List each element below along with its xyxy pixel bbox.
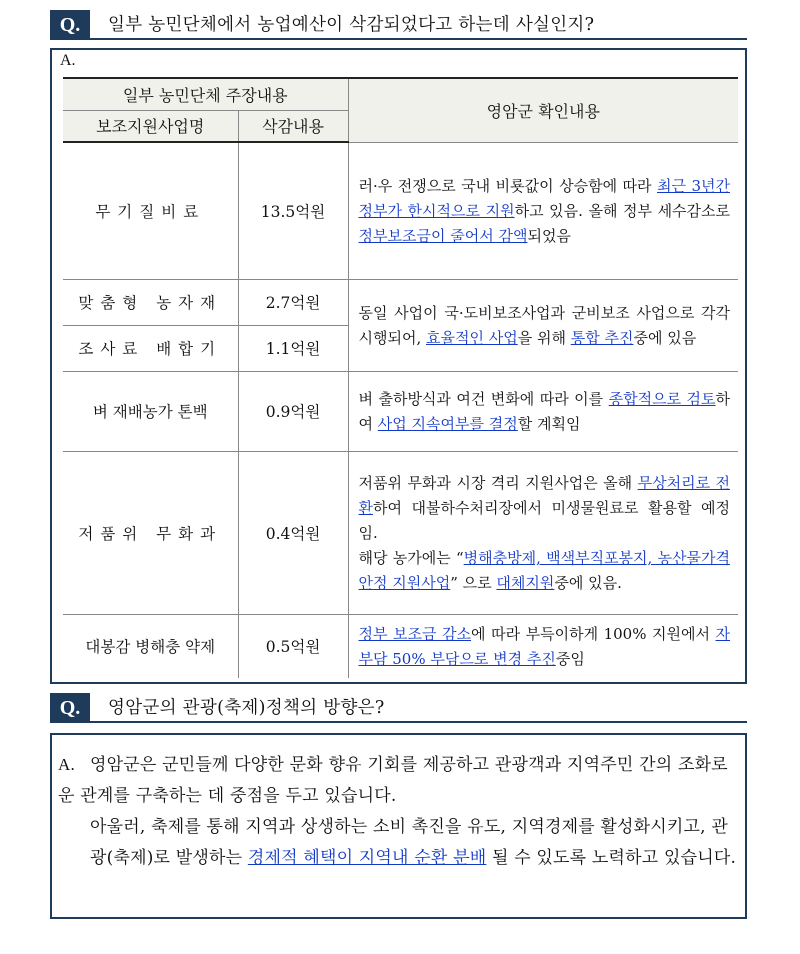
highlight-text: 정부보조금이 줄어서 감액 <box>358 227 528 245</box>
table-row <box>63 371 738 451</box>
row-project: 무기질비료 <box>63 142 238 279</box>
row-project: 대봉감 병해충 약제 <box>63 614 238 678</box>
question-2-rule <box>90 721 747 723</box>
table-row <box>63 142 738 279</box>
table-row <box>63 279 738 325</box>
answer-2-paragraph-2: 아울러, 축제를 통해 지역과 상생하는 소비 촉진을 유도, 지역경제를 활성화시키고, 관광(축제)로 발생하는 경제적 혜택이 지역내 순환 분배 될 수 있도록 노력하고 있습니다. <box>90 817 737 868</box>
table-row <box>63 614 738 678</box>
row-confirm: 정부 보조금 감소에 따라 부득이하게 100% 지원에서 자부담 50% 부담으로 변경 추진중임 <box>348 614 738 678</box>
highlight-text: 최근 3년간 정부가 한시적으로 지원 <box>358 177 731 220</box>
answer-1-box <box>50 48 747 684</box>
table-row <box>63 451 738 614</box>
question-1-rule <box>90 38 747 40</box>
answer-2-paragraph-1: 영암군은 군민들께 다양한 문화 향유 기회를 제공하고 관광객과 지역주민 간의 조화로운 관계를 구축하는 데 중점을 두고 있습니다. <box>58 755 728 806</box>
question-2-tag: Q. <box>50 693 90 723</box>
highlight-text: 종합적으로 검토 <box>608 390 716 408</box>
question-2-bar <box>50 693 747 723</box>
highlight-text: 자부담 50% 부담으로 변경 추진 <box>358 625 731 669</box>
highlight-text: 대체지원 <box>496 574 555 592</box>
row-confirm: 벼 출하방식과 여건 변화에 따라 이를 종합적으로 검토하여 사업 지속여부를 결정할 계획임 <box>348 371 738 451</box>
answer-2-text <box>58 749 737 874</box>
row-cut: 1.1억원 <box>238 325 348 371</box>
highlight-text: 무상처리로 전환 <box>358 474 731 517</box>
question-1-text: 일부 농민단체에서 농업예산이 삭감되었다고 하는데 사실인지? <box>108 15 595 35</box>
row-project: 맞춤형 농자재 <box>63 279 238 325</box>
answer-2-box <box>50 733 747 919</box>
row-confirm: 동일 사업이 국·도비보조사업과 군비보조 사업으로 각각 시행되어, 효율적인 사업을 위해 통합 추진중에 있음 <box>348 279 738 371</box>
header-county-confirm: 영암군 확인내용 <box>348 78 738 142</box>
answer-1-label: A. <box>60 52 76 69</box>
row-cut: 13.5억원 <box>238 142 348 279</box>
row-project: 저품위 무화과 <box>63 451 238 614</box>
question-2-text: 영암군의 관광(축제)정책의 방향은? <box>108 698 385 718</box>
budget-table <box>63 77 738 678</box>
highlight-text: 경제적 혜택이 지역내 순환 분배 <box>247 848 487 868</box>
highlight-text: 병해충방제, 백색부직포봉지, 농산물가격안정 지원사업 <box>358 549 731 592</box>
highlight-text: 통합 추진 <box>570 329 634 347</box>
row-project: 조사료 배합기 <box>63 325 238 371</box>
row-cut: 0.5억원 <box>238 614 348 678</box>
highlight-text: 사업 지속여부를 결정 <box>377 415 518 433</box>
row-cut: 2.7억원 <box>238 279 348 325</box>
header-cut: 삭감내용 <box>238 110 348 142</box>
row-project: 벼 재배농가 톤백 <box>63 371 238 451</box>
header-project: 보조지원사업명 <box>63 110 238 142</box>
answer-2-label: A. <box>58 755 75 774</box>
row-confirm: 저품위 무화과 시장 격리 지원사업은 올해 무상처리로 전환하여 대불하수처리장에서 미생물원료로 활용할 예정임. 해당 농가에는 “병해충방제, 백색부직포봉지, 농산물가격안정 지원사업” 으로 대체지원중에 있음. <box>348 451 738 614</box>
header-farmer-claims: 일부 농민단체 주장내용 <box>63 78 348 110</box>
highlight-text: 정부 보조금 감소 <box>358 625 472 644</box>
row-cut: 0.9억원 <box>238 371 348 451</box>
row-cut: 0.4억원 <box>238 451 348 614</box>
question-1-bar <box>50 10 747 40</box>
question-1-tag: Q. <box>50 10 90 40</box>
highlight-text: 효율적인 사업 <box>426 329 518 347</box>
row-confirm: 러·우 전쟁으로 국내 비룟값이 상승함에 따라 최근 3년간 정부가 한시적으로 지원하고 있음. 올해 정부 세수감소로 정부보조금이 줄어서 감액되었음 <box>348 142 738 279</box>
